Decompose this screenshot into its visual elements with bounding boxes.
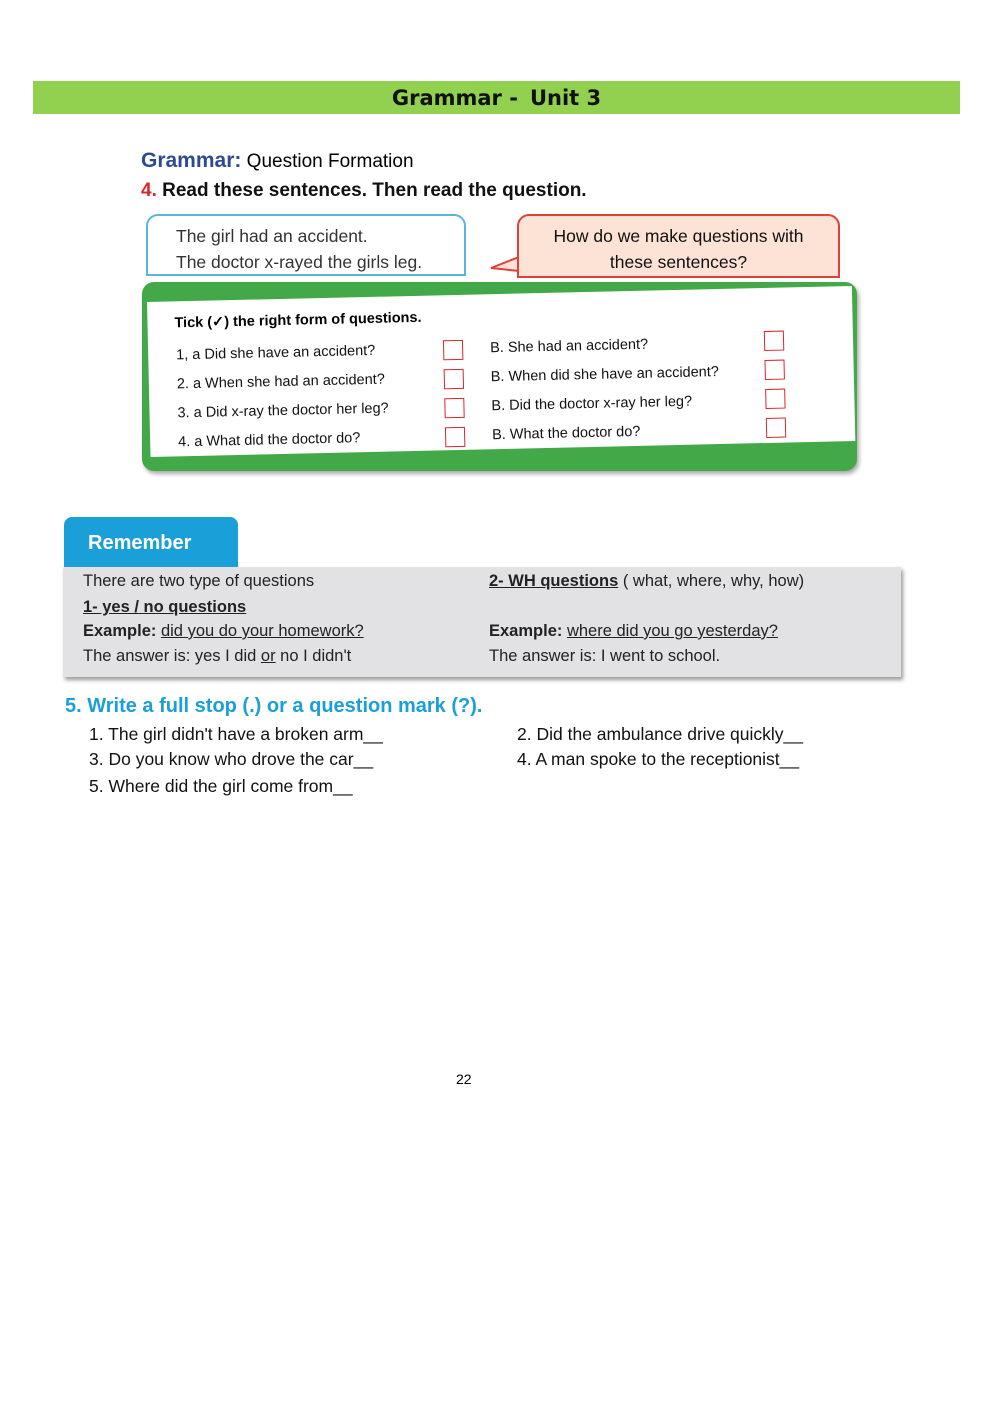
remember-tab: Remember [64, 517, 238, 567]
tick-exercise-frame [142, 282, 857, 471]
banner-unit: Unit 3 [529, 86, 602, 110]
remember-box [63, 567, 901, 677]
checkbox[interactable] [764, 331, 784, 351]
option-a: 4. a What did the doctor do? [178, 430, 361, 451]
speech-bubble-tail [490, 256, 520, 272]
sentence: The doctor x-rayed the girls leg. [176, 252, 423, 272]
exercise-number: 4. [141, 180, 157, 201]
exercise-item: 2. Did the ambulance drive quickly__ [517, 724, 803, 744]
banner-grammar: Grammar - [391, 86, 518, 110]
wh-example: where did you go yesterday? [566, 622, 778, 640]
option-a: 3. a Did x-ray the doctor her leg? [177, 400, 389, 422]
answer-text: The answer is: yes I did [83, 647, 261, 665]
exercise-item: 1. The girl didn't have a broken arm__ [89, 724, 383, 744]
grammar-label: Grammar: [141, 149, 242, 172]
sentences-box [146, 214, 466, 276]
option-a: 2. a When she had an accident? [176, 371, 385, 393]
grammar-topic: Question Formation [246, 151, 414, 172]
exercise-instruction: Read these sentences. Then read the question. [162, 180, 587, 201]
checkbox[interactable] [444, 398, 464, 418]
option-a: 1, a Did she have an accident? [176, 342, 376, 364]
remember-intro: There are two type of questions [83, 572, 315, 590]
yes-no-title: 1- yes / no questions [83, 598, 247, 616]
option-b: B. Did the doctor x-ray her leg? [491, 393, 693, 415]
wh-title: 2- WH questions [489, 572, 619, 590]
tick-instruction: Tick (✓) the right form of questions. [174, 309, 422, 332]
checkbox[interactable] [443, 340, 463, 360]
checkbox[interactable] [444, 369, 464, 389]
checkbox[interactable] [445, 427, 465, 447]
checkbox[interactable] [764, 360, 784, 380]
grammar-heading [141, 149, 414, 173]
example-label: Example: [83, 622, 157, 640]
example-label: Example: [489, 622, 563, 640]
exercise-4-heading [141, 180, 587, 202]
wh-answer: The answer is: I went to school. [489, 647, 721, 665]
bubble-line: How do we make questions with [553, 226, 804, 246]
page-number: 22 [456, 1071, 472, 1087]
checkbox[interactable] [765, 389, 785, 409]
exercise-item: 4. A man spoke to the receptionist__ [517, 749, 800, 769]
yes-no-example: did you do your homework? [160, 622, 364, 640]
question-bubble [517, 214, 840, 278]
sentence: The girl had an accident. [176, 226, 368, 246]
option-b: B. What the doctor do? [491, 423, 641, 444]
option-b: B. When did she have an accident? [490, 364, 720, 386]
unit-banner [33, 81, 960, 114]
answer-or: or [260, 647, 276, 665]
answer-text: no I didn't [275, 647, 352, 665]
checkbox[interactable] [766, 418, 786, 438]
tick-exercise-card [147, 286, 855, 457]
exercise-5-heading: 5. Write a full stop (.) or a question mark (?). [65, 695, 483, 717]
bubble-line: these sentences? [609, 252, 748, 272]
exercise-item: 3. Do you know who drove the car__ [89, 749, 374, 769]
wh-words: ( what, where, why, how) [618, 572, 805, 590]
yes-no-answer [83, 647, 351, 666]
option-b: B. She had an accident? [489, 336, 649, 357]
exercise-item: 5. Where did the girl come from__ [89, 776, 353, 796]
